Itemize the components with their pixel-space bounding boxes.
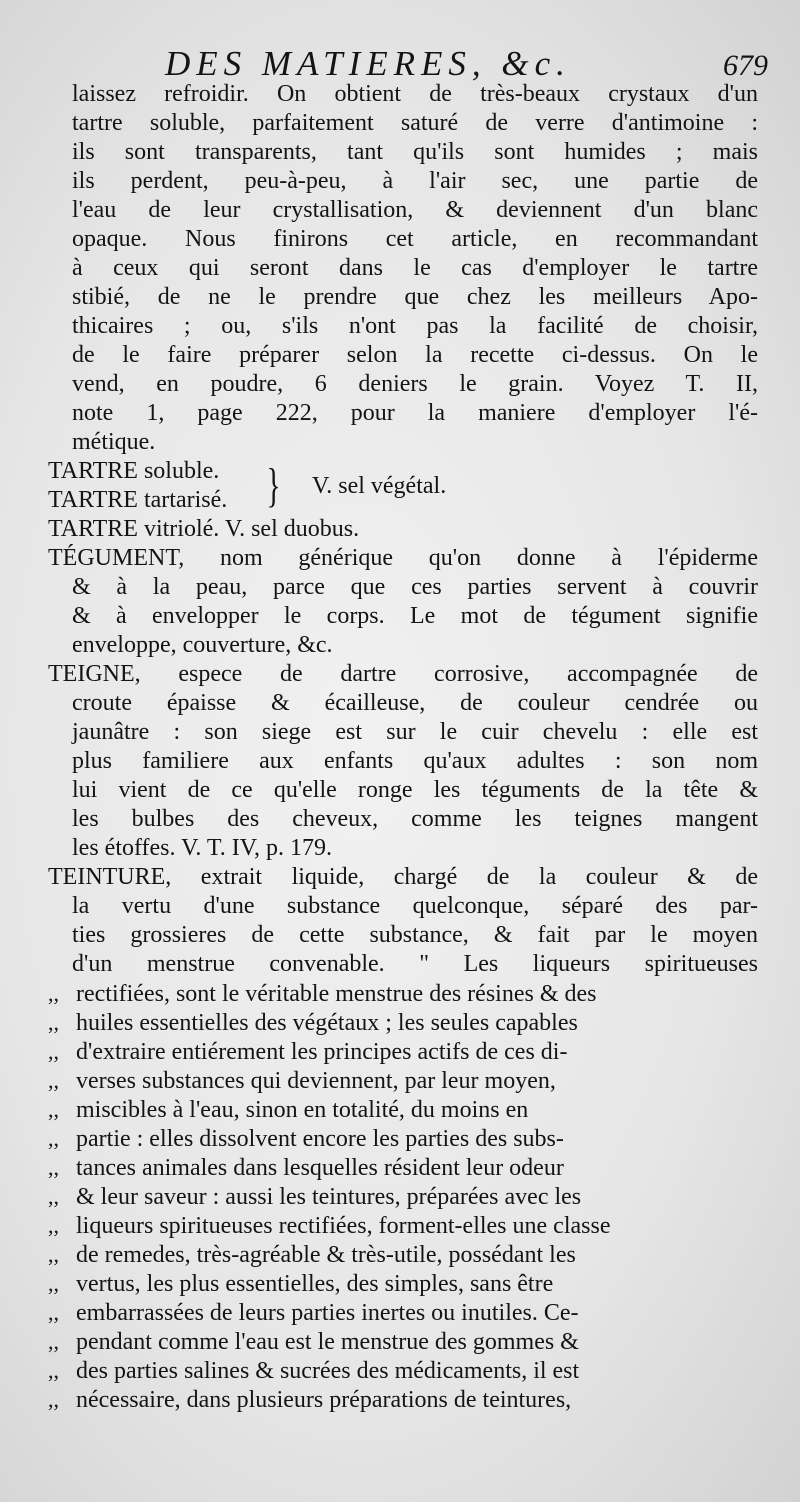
quote-marker: ,, [48,1184,59,1209]
page-body [48,80,758,1414]
quote-marker: ,, [48,1387,59,1412]
quoted-line-text: tances animales dans lesquelles résident leur odeur [76,1155,564,1181]
entry-tartre-vitriole: TARTRE vitriolé. V. sel duobus. [48,516,360,542]
quote-marker: ,, [48,1358,59,1383]
quoted-line [48,1095,758,1124]
quote-marker: ,, [48,1329,59,1354]
quoted-line [48,1008,758,1037]
entry-teinture [48,863,758,1414]
quote-marker: ,, [48,1155,59,1180]
text-line: thicaires ; ou, s'ils n'ont pas la facilité de choisir, [72,313,758,339]
text-line: ties grossieres de cette substance, & fait par le moyen [72,922,758,948]
tartre-continuation [48,80,758,457]
page-number: 679 [723,49,768,82]
quoted-line [48,1356,758,1385]
quote-marker: ,, [48,1010,59,1035]
text-line: plus familiere aux enfants qu'aux adultes : son nom [72,748,758,774]
quoted-line-text: rectifiées, sont le véritable menstrue des résines & des [76,981,597,1007]
text-line: les bulbes des cheveux, comme les teignes mangent [72,806,758,832]
entry-headword-line: TEIGNE, espece de dartre corrosive, accompagnée de [48,661,758,687]
quoted-line-text: nécessaire, dans plusieurs préparations de teintures, [76,1387,572,1413]
quote-marker: ,, [48,1039,59,1064]
text-line: jaunâtre : son siege est sur le cuir chevelu : elle est [72,719,758,745]
text-line: & à envelopper le corps. Le mot de tégument signifie [72,603,758,629]
quoted-line-text: des parties salines & sucrées des médicaments, il est [76,1358,580,1384]
quoted-line-text: pendant comme l'eau est le menstrue des gommes & [76,1329,579,1355]
quoted-line-text: vertus, les plus essentielles, des simples, sans être [76,1271,554,1297]
text-line: à ceux qui seront dans le cas d'employer le tartre [72,255,758,281]
text-line: ils perdent, peu-à-peu, à l'air sec, une partie de [72,168,758,194]
quote-marker: ,, [48,1271,59,1296]
quoted-line-text: liqueurs spiritueuses rectifiées, forment-elles une classe [76,1213,611,1239]
text-line: opaque. Nous finirons cet article, en recommandant [72,226,758,252]
text-line: enveloppe, couverture, &c. [72,632,333,658]
quoted-line [48,1037,758,1066]
quote-marker: ,, [48,1068,59,1093]
text-line: l'eau de leur crystallisation, & deviennent d'un blanc [72,197,758,223]
quoted-line [48,1240,758,1269]
brace-cross-reference: V. sel végétal. [312,473,447,499]
quote-marker: ,, [48,1242,59,1267]
quoted-line [48,1327,758,1356]
text-line: ils sont transparents, tant qu'ils sont humides ; mais [72,139,758,165]
text-line: métique. [72,429,156,455]
quoted-line [48,1153,758,1182]
quoted-line-text: d'extraire entiérement les principes actifs de ces di- [76,1039,568,1065]
quoted-passage [48,979,758,1414]
quoted-line [48,1124,758,1153]
quoted-line [48,1182,758,1211]
text-line: vend, en poudre, 6 deniers le grain. Voyez T. II, [72,371,758,397]
entry-tartre-soluble: TARTRE soluble. [48,458,220,484]
quoted-line-text: de remedes, très-agréable & très-utile, possédant les [76,1242,576,1268]
quote-marker: ,, [48,981,59,1006]
quoted-line [48,1269,758,1298]
tartre-brace-entries [48,457,758,515]
quote-marker: ,, [48,1213,59,1238]
quoted-line [48,1385,758,1414]
entry-headword-line: TÉGUMENT, nom générique qu'on donne à l'épiderme [48,545,758,571]
text-line: croute épaisse & écailleuse, de couleur cendrée ou [72,690,758,716]
quoted-line [48,1066,758,1095]
text-line: de le faire préparer selon la recette ci-dessus. On le [72,342,758,368]
text-line: tartre soluble, parfaitement saturé de verre d'antimoine : [72,110,758,136]
text-line: les étoffes. V. T. IV, p. 179. [72,835,333,861]
entry-tegument [48,544,758,660]
quoted-line-text: embarrassées de leurs parties inertes ou inutiles. Ce- [76,1300,579,1326]
entry-headword-line: TEINTURE, extrait liquide, chargé de la couleur & de [48,864,758,890]
running-title: DES MATIERES, &c. [165,44,571,83]
quoted-line-text: verses substances qui deviennent, par leur moyen, [76,1068,556,1094]
text-line: lui vient de ce qu'elle ronge les téguments de la tête & [72,777,758,803]
quote-marker: ,, [48,1126,59,1151]
quoted-line-text: miscibles à l'eau, sinon en totalité, du moins en [76,1097,529,1123]
text-line: stibié, de ne le prendre que chez les meilleurs Apo- [72,284,758,310]
entry-tartre-tartarise: TARTRE tartarisé. [48,487,228,513]
quoted-line [48,1211,758,1240]
quoted-line [48,979,758,1008]
quoted-line-text: partie : elles dissolvent encore les parties des subs- [76,1126,564,1152]
text-line: la vertu d'une substance quelconque, séparé des par- [72,893,758,919]
text-line: laissez refroidir. On obtient de très-beaux crystaux d'un [72,81,758,107]
quoted-line-text: & leur saveur : aussi les teintures, préparées avec les [76,1184,582,1210]
brace-glyph: } [266,459,281,512]
quote-marker: ,, [48,1097,59,1122]
text-line: note 1, page 222, pour la maniere d'employer l'é- [72,400,758,426]
text-line: d'un menstrue convenable. " Les liqueurs spiritueuses [72,951,758,977]
text-line: & à la peau, parce que ces parties servent à couvrir [72,574,758,600]
quoted-line-text: huiles essentielles des végétaux ; les seules capables [76,1010,578,1036]
quote-marker: ,, [48,1300,59,1325]
entry-teigne [48,660,758,863]
running-head [160,44,780,84]
quoted-line [48,1298,758,1327]
